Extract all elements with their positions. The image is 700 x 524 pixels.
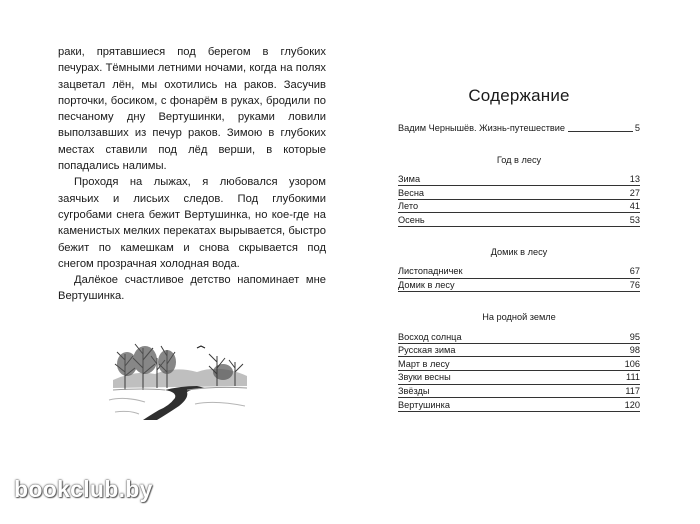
- toc-entry: [398, 385, 640, 399]
- toc-entry: [398, 357, 640, 371]
- toc-entry: [398, 371, 640, 385]
- site-watermark: bookclub.by: [14, 476, 153, 502]
- paragraph: Далёкое счастливое детство напоминает мне Вертушинка.: [58, 274, 326, 303]
- toc-entry-page: 76: [629, 279, 640, 290]
- toc-entry-title: Вертушинка: [398, 399, 450, 410]
- toc-entry-title: Март в лесу: [398, 358, 450, 369]
- toc-section-list: [398, 265, 640, 292]
- toc-entry: [398, 330, 640, 344]
- left-page: [58, 44, 326, 305]
- prose-text: [58, 44, 326, 305]
- toc-entry: [398, 279, 640, 293]
- toc-entry-title: Вадим Чернышёв. Жизнь-путешествие: [398, 123, 566, 134]
- toc-section-title: На родной земле: [482, 312, 556, 323]
- toc-entry-page: 27: [629, 187, 640, 198]
- toc-entry-page: 95: [629, 331, 640, 342]
- toc-entry: [398, 173, 640, 187]
- toc-entry-title: Осень: [398, 214, 425, 225]
- toc-entry: [398, 344, 640, 358]
- toc-entry-page: 53: [629, 214, 640, 225]
- toc-entry-page: 120: [624, 399, 640, 410]
- toc-entry-page: 41: [629, 201, 640, 212]
- toc-section-title: Домик в лесу: [490, 246, 548, 257]
- toc-entry-page: 98: [629, 345, 640, 356]
- toc-entry-page: 5: [634, 123, 640, 134]
- toc-entry-title: Зима: [398, 173, 421, 184]
- toc-entry: [398, 398, 640, 412]
- toc-entry-page: 117: [625, 385, 640, 396]
- toc-entry: [398, 186, 640, 200]
- toc-title: Содержание: [468, 86, 570, 105]
- toc-section-list: [398, 173, 640, 227]
- toc-entry-title: Русская зима: [398, 345, 456, 356]
- toc-entry: [398, 122, 640, 135]
- toc-entry-page: 13: [629, 173, 640, 184]
- toc-entry-title: Звёзды: [398, 385, 430, 396]
- right-page-contents: [398, 86, 640, 412]
- toc-entry-title: Звуки весны: [398, 372, 451, 383]
- toc-entry-page: 111: [626, 372, 640, 383]
- toc-section-list: [398, 330, 640, 412]
- toc-section-title: Год в лесу: [496, 154, 542, 165]
- toc-entry-page: 106: [624, 358, 640, 369]
- toc-entry: [398, 200, 640, 214]
- winter-landscape-illustration: [105, 330, 255, 422]
- toc-entry-page: 67: [629, 266, 640, 277]
- toc-entry-title: Восход солнца: [398, 331, 462, 342]
- toc-entry-title: Листопадничек: [398, 266, 463, 277]
- toc-entry: [398, 265, 640, 279]
- toc-entry-title: Домик в лесу: [398, 279, 455, 290]
- toc-entry: [398, 213, 640, 227]
- paragraph: раки, прятавшиеся под берегом в глубоких печурах. Тёмными летними ночами, когда на полях зацветал лён, мы охотились на раков. Засучив порточки, босиком, с фонарём в руках, бродили по песчаному дну Вертушинки, руками ловили выползавших из печур раков. Зимою в глубоких местах ставили под лёд верши, в которые попадались налимы.: [58, 46, 326, 173]
- toc-entry-title: Лето: [398, 201, 419, 212]
- toc-entry-title: Весна: [398, 187, 425, 198]
- paragraph: Проходя на лыжах, я любовался узором заячьих и лисьих следов. Под глубокими сугробами снега бежит Вертушинка, но кое-где на каменистых мелких перекатах вырывается, быстро бежит по камешкам и снова скрывается под снегом прозрачная холодная вода.: [58, 176, 326, 270]
- toc-leader: [568, 130, 633, 132]
